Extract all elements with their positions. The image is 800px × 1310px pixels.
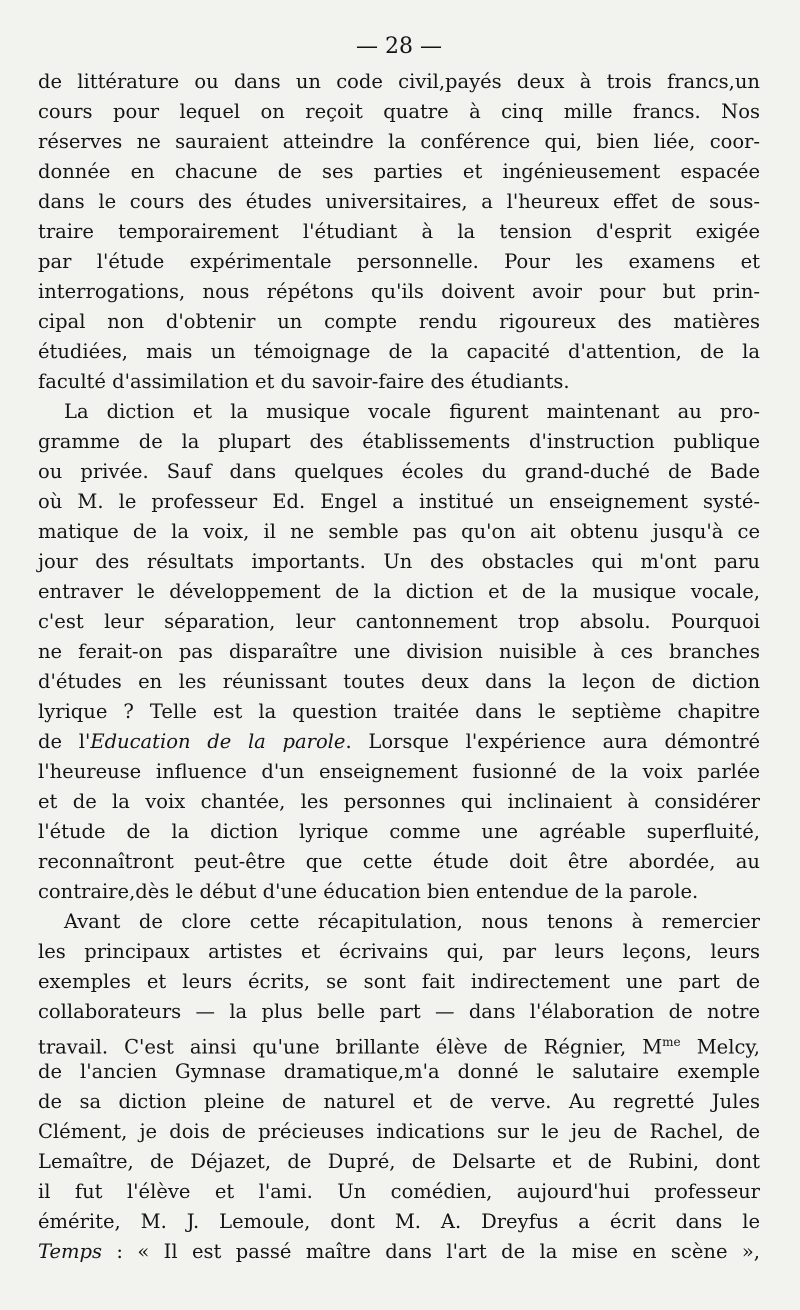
body-text [38, 67, 760, 1267]
text-fragment: : « Il est passé maître dans l'art de la mise en scène », [102, 1240, 760, 1263]
text-line: interrogations, nous répétons qu'ils doivent avoir pour but prin- [38, 280, 760, 303]
text-line: Lemaître, de Déjazet, de Dupré, de Delsarte et de Rubini, dont [38, 1150, 760, 1173]
text-line: d'études en les réunissant toutes deux dans la leçon de diction [38, 670, 760, 693]
text-line: collaborateurs — la plus belle part — dans l'élaboration de notre [38, 1000, 760, 1023]
text-line: Clément, je dois de précieuses indications sur le jeu de Rachel, de [38, 1120, 760, 1143]
text-line: reconnaîtront peut-être que cette étude doit être abordée, au [38, 850, 760, 873]
text-line-with-title [38, 1027, 760, 1057]
superscript: me [662, 1035, 681, 1049]
text-line: réserves ne sauraient atteindre la conférence qui, bien liée, coor- [38, 130, 760, 153]
text-line: exemples et leurs écrits, se sont fait indirectement une part de [38, 970, 760, 993]
text-line: et de la voix chantée, les personnes qui inclinaient à considérer [38, 790, 760, 813]
text-line: cours pour lequel on reçoit quatre à cinq mille francs. Nos [38, 100, 760, 123]
text-line: par l'étude expérimentale personnelle. Pour les examens et [38, 250, 760, 273]
text-line: ou privée. Sauf dans quelques écoles du grand-duché de Bade [38, 460, 760, 483]
text-line: ne ferait-on pas disparaître une division nuisible à ces branches [38, 640, 760, 663]
text-fragment: travail. C'est ainsi qu'une brillante élève de Régnier, M [38, 1035, 663, 1059]
text-line: les principaux artistes et écrivains qui, par leurs leçons, leurs [38, 940, 760, 963]
text-line-with-title [38, 1237, 760, 1267]
text-line: où M. le professeur Ed. Engel a institué un enseignement systé- [38, 490, 760, 513]
text-line: émérite, M. J. Lemoule, dont M. A. Dreyfus a écrit dans le [38, 1210, 760, 1233]
text-line: dans le cours des études universitaires, a l'heureux effet de sous- [38, 190, 760, 213]
book-title: Education de la parole [90, 730, 346, 753]
text-line: de l'ancien Gymnase dramatique,m'a donné le salutaire exemple [38, 1060, 760, 1083]
text-line-with-title [38, 727, 760, 757]
text-line: contraire,dès le début d'une éducation bien entendue de la parole. [38, 880, 699, 903]
text-fragment: de l' [38, 730, 91, 753]
text-fragment: Melcy, [680, 1035, 760, 1059]
text-line: gramme de la plupart des établissements d'instruction publique [38, 430, 760, 453]
text-line: c'est leur séparation, leur cantonnement trop absolu. Pourquoi [38, 610, 760, 633]
newspaper-title: Temps [38, 1240, 103, 1263]
text-line: l'heureuse influence d'un enseignement fusionné de la voix parlée [38, 760, 760, 783]
text-line: il fut l'élève et l'ami. Un comédien, aujourd'hui professeur [38, 1180, 760, 1203]
text-line: lyrique ? Telle est la question traitée dans le septième chapitre [38, 700, 760, 723]
text-line: jour des résultats importants. Un des obstacles qui m'ont paru [38, 550, 760, 573]
text-line: cipal non d'obtenir un compte rendu rigoureux des matières [38, 310, 760, 333]
text-line: de littérature ou dans un code civil,payés deux à trois francs,un [38, 70, 760, 93]
text-line: faculté d'assimilation et du savoir-faire des étudiants. [38, 370, 570, 393]
text-line: donnée en chacune de ses parties et ingénieusement espacée [38, 160, 760, 183]
text-line: de sa diction pleine de naturel et de verve. Au regretté Jules [38, 1090, 760, 1113]
text-line: La diction et la musique vocale figurent maintenant au pro- [64, 400, 760, 423]
text-line: traire temporairement l'étudiant à la tension d'esprit exigée [38, 220, 760, 243]
text-line: l'étude de la diction lyrique comme une agréable superfluité, [38, 820, 760, 843]
text-line: Avant de clore cette récapitulation, nous tenons à remercier [64, 910, 760, 933]
text-fragment: . Lorsque l'expérience aura démontré [345, 730, 760, 753]
text-line: étudiées, mais un témoignage de la capacité d'attention, de la [38, 340, 760, 363]
text-line: entraver le développement de la diction et de la musique vocale, [38, 580, 760, 603]
text-line: matique de la voix, il ne semble pas qu'on ait obtenu jusqu'à ce [38, 520, 760, 543]
page-number: — 28 — [356, 34, 442, 59]
